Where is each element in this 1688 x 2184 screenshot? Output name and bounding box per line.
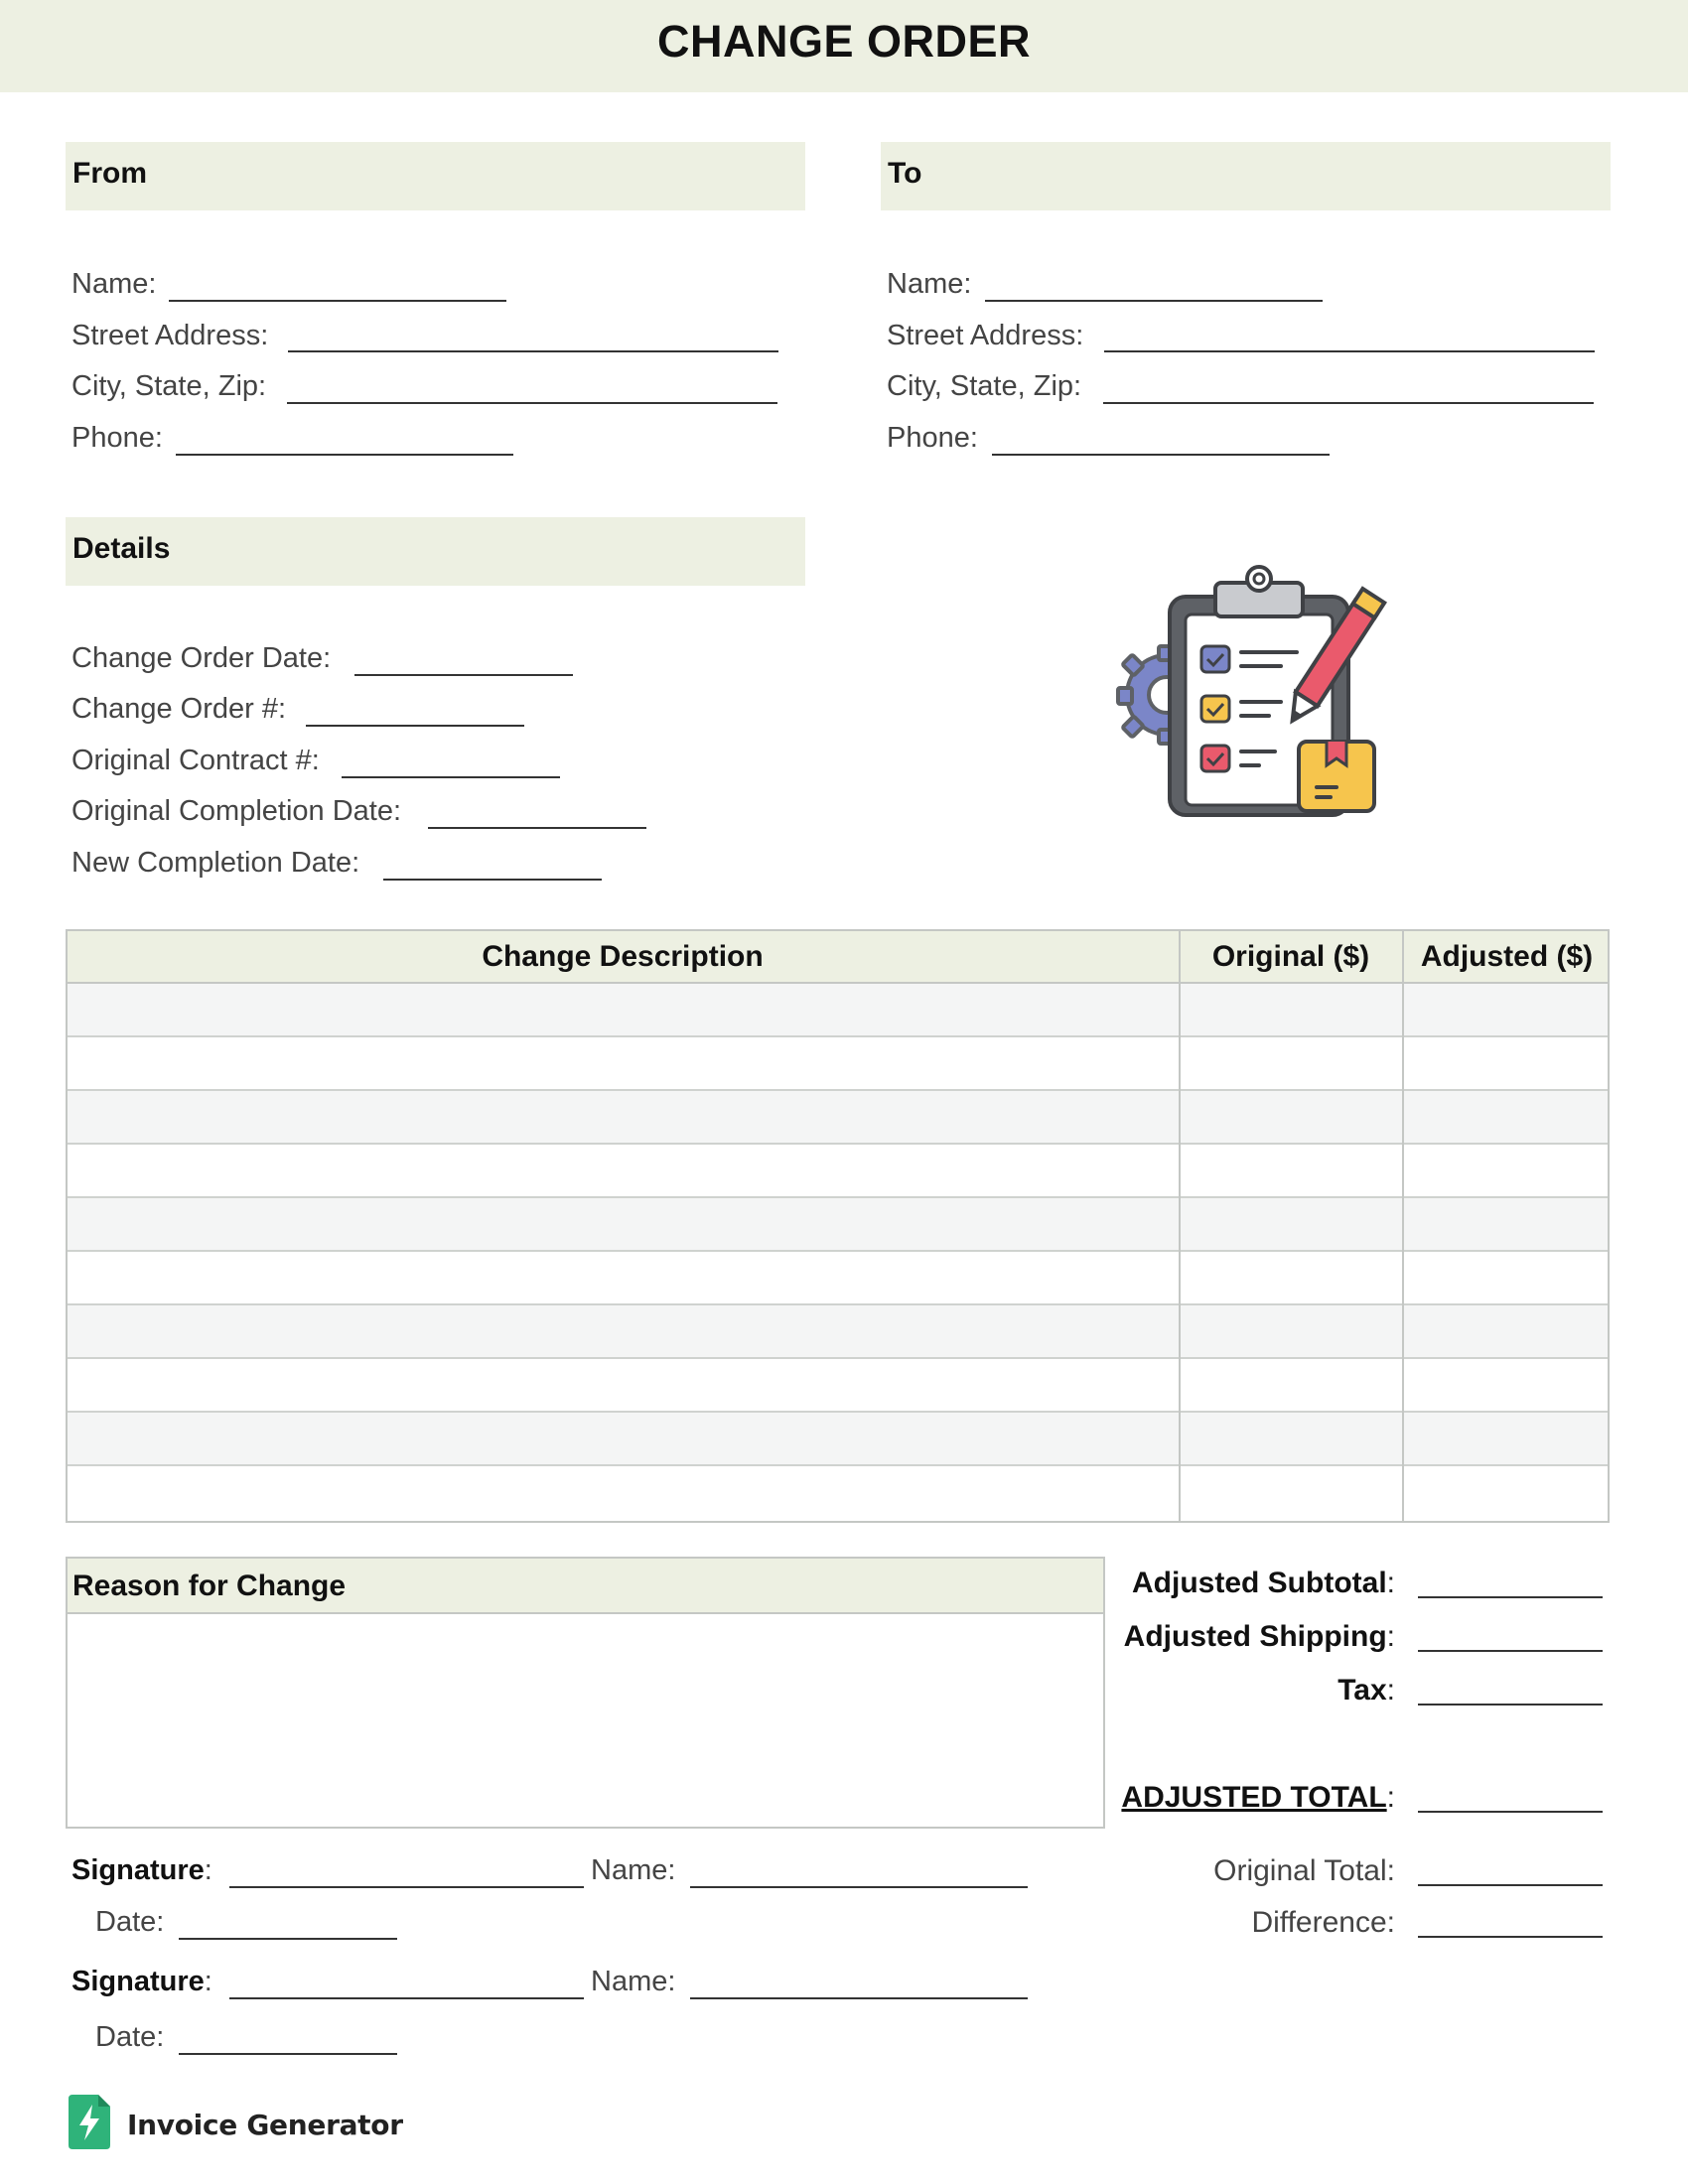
date-1-input[interactable] [179,1938,397,1940]
adjusted-total-label: ADJUSTED TOTAL: [1121,1781,1395,1814]
change-table-header [68,931,1608,984]
table-row[interactable] [68,1091,1608,1145]
page-title: CHANGE ORDER [656,16,1032,67]
table-row[interactable] [68,1413,1608,1466]
from-header [66,142,805,210]
table-row[interactable] [68,1359,1608,1413]
table-row[interactable] [68,1305,1608,1359]
name-2-input[interactable] [690,1997,1028,1999]
signature-2-input[interactable] [229,1997,584,1999]
to-city-input[interactable] [1103,402,1594,404]
adjusted-subtotal-label: Adjusted Subtotal: [1132,1567,1395,1599]
from-header-label: From [72,157,147,190]
reason-header [68,1559,1103,1614]
table-row[interactable] [68,1198,1608,1252]
tax-input[interactable] [1418,1704,1603,1706]
contract-num-input[interactable] [342,776,560,778]
original-total-label: Original Total: [1213,1854,1395,1887]
to-header [881,142,1611,210]
difference-label: Difference: [1251,1906,1395,1939]
table-row[interactable] [68,1466,1608,1521]
to-header-label: To [888,157,922,190]
table-divider [1402,931,1404,1521]
to-name-input[interactable] [985,300,1323,302]
table-row[interactable] [68,1145,1608,1198]
new-completion-input[interactable] [383,879,602,881]
brand-name: Invoice Generator [127,2109,403,2141]
signature-1-input[interactable] [229,1886,584,1888]
details-header [66,517,805,586]
date-2-input[interactable] [179,2053,397,2055]
to-street-input[interactable] [1104,350,1595,352]
reason-box [66,1557,1105,1829]
to-phone-input[interactable] [992,454,1330,456]
difference-input[interactable] [1418,1936,1603,1938]
original-total-input[interactable] [1418,1884,1603,1886]
from-name-input[interactable] [169,300,506,302]
lightning-bolt-icon [69,2095,110,2149]
order-date-input[interactable] [354,674,573,676]
col-description: Change Description [482,940,764,973]
table-row[interactable] [68,1252,1608,1305]
tax-label: Tax: [1337,1674,1395,1706]
order-num-input[interactable] [306,725,524,727]
col-original: Original ($) [1211,940,1370,973]
adjusted-total-input[interactable] [1418,1811,1603,1813]
table-row[interactable] [68,1037,1608,1091]
adjusted-shipping-label: Adjusted Shipping: [1123,1620,1395,1653]
from-phone-input[interactable] [176,454,513,456]
adjusted-shipping-input[interactable] [1418,1650,1603,1652]
from-street-input[interactable] [288,350,778,352]
change-table [66,929,1610,1523]
clipboard-checklist-icon [1102,561,1390,824]
reason-header-label: Reason for Change [72,1570,347,1602]
reason-textarea[interactable] [68,1614,1103,1827]
table-divider [1179,931,1181,1521]
orig-completion-input[interactable] [428,827,646,829]
col-adjusted: Adjusted ($) [1420,940,1594,973]
name-1-input[interactable] [690,1886,1028,1888]
details-header-label: Details [72,532,171,565]
table-row[interactable] [68,984,1608,1037]
adjusted-subtotal-input[interactable] [1418,1596,1603,1598]
from-city-input[interactable] [287,402,777,404]
